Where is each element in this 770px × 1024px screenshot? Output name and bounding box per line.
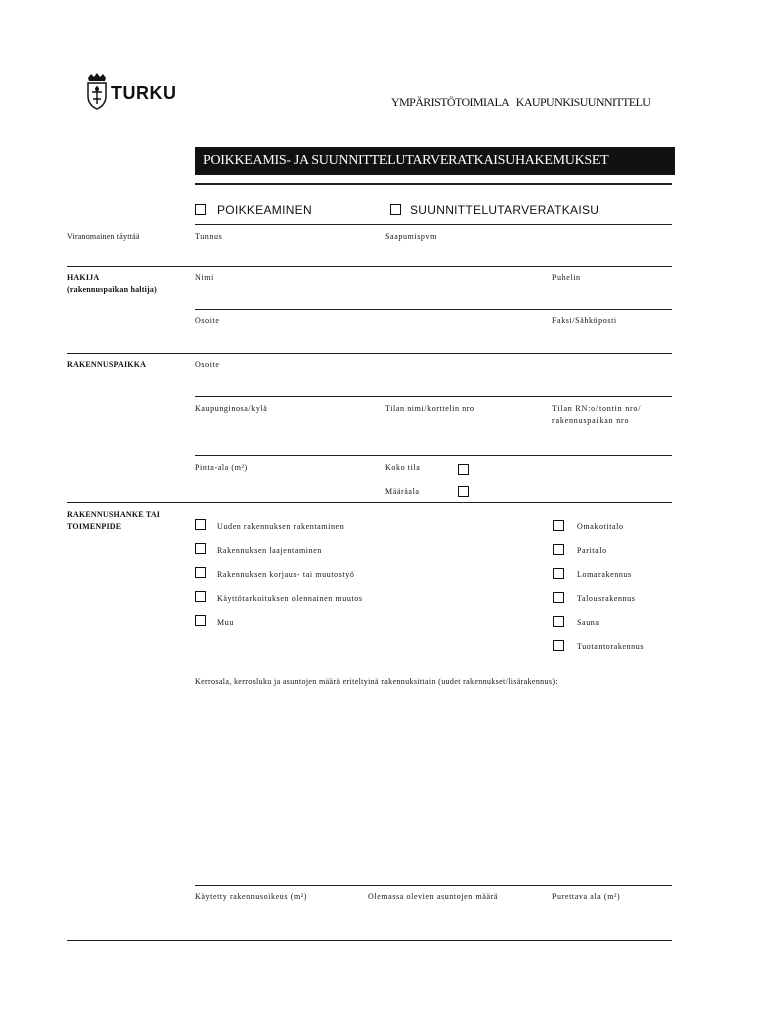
paritalo-label: Paritalo (577, 546, 607, 555)
koko-tila-label: Koko tila (385, 463, 421, 472)
maaraala-label: Määräala (385, 487, 420, 496)
maaraala-checkbox[interactable] (458, 486, 469, 497)
poikkeaminen-label: POIKKEAMINEN (217, 203, 312, 217)
tuotantorakennus-label: Tuotantorakennus (577, 642, 645, 651)
hanke-section-label: RAKENNUSHANKE TAI TOIMENPIDE (67, 510, 161, 531)
title-underline (195, 183, 672, 185)
suunnittelutarve-checkbox[interactable] (390, 204, 401, 215)
divider (195, 224, 672, 225)
tuotantorakennus-checkbox[interactable] (553, 640, 564, 651)
kaupunginosa-label[interactable]: Kaupunginosa/kylä (195, 404, 268, 413)
department-header: YMPÄRISTÖTOIMIALA KAUPUNKISUUNNITTELU (391, 95, 651, 109)
korjaus-checkbox[interactable] (195, 567, 206, 578)
divider (195, 396, 672, 397)
faksi-label[interactable]: Faksi/Sähköposti (552, 316, 617, 325)
rakennuspaikka-section-label: RAKENNUSPAIKKA (67, 360, 147, 369)
osoite-label[interactable]: Osoite (195, 316, 220, 325)
laajentaminen-checkbox[interactable] (195, 543, 206, 554)
koko-tila-checkbox[interactable] (458, 464, 469, 475)
lomarakennus-label: Lomarakennus (577, 570, 632, 579)
talousrakennus-checkbox[interactable] (553, 592, 564, 603)
nimi-label[interactable]: Nimi (195, 273, 214, 282)
olemassa-asunnot-label[interactable]: Olemassa olevien asuntojen määrä (368, 892, 499, 901)
uuden-rakennuksen-checkbox[interactable] (195, 519, 206, 530)
poikkeaminen-checkbox[interactable] (195, 204, 206, 215)
kayttotarkoitus-checkbox[interactable] (195, 591, 206, 602)
official-section-label: Viranomainen täyttää (67, 232, 140, 241)
kerrosala-label[interactable]: Kerrosala, kerrosluku ja asuntojen määrä eriteltyinä rakennuksittain (uudet rakennukset/lisärakennus): (195, 677, 558, 686)
muu-label: Muu (217, 618, 234, 627)
divider (195, 885, 672, 886)
lomarakennus-checkbox[interactable] (553, 568, 564, 579)
omakotitalo-checkbox[interactable] (553, 520, 564, 531)
rp-osoite-label[interactable]: Osoite (195, 360, 220, 369)
tunnus-label: Tunnus (195, 232, 223, 241)
logo-text: TURKU (111, 83, 177, 103)
sauna-checkbox[interactable] (553, 616, 564, 627)
purettava-ala-label[interactable]: Purettava ala (m²) (552, 892, 621, 901)
paritalo-checkbox[interactable] (553, 544, 564, 555)
laajentaminen-label: Rakennuksen laajentaminen (217, 546, 322, 555)
puhelin-label[interactable]: Puhelin (552, 273, 581, 282)
hakija-section-label: HAKIJA (rakennuspaikan haltija) (67, 273, 157, 294)
saapumispvm-label: Saapumispvm (385, 232, 437, 241)
divider (67, 353, 672, 354)
bottom-divider (67, 940, 672, 941)
talousrakennus-label: Talousrakennus (577, 594, 636, 603)
omakotitalo-label: Omakotitalo (577, 522, 624, 531)
kaytetty-rakennusoikeus-label[interactable]: Käytetty rakennusoikeus (m²) (195, 892, 308, 901)
coat-of-arms-icon (86, 72, 108, 110)
tilan-rn-label[interactable]: Tilan RN:o/tontin nro/ rakennuspaikan nro (552, 404, 642, 425)
suunnittelutarve-label: SUUNNITTELUTARVERATKAISU (410, 203, 600, 217)
muu-checkbox[interactable] (195, 615, 206, 626)
korjaus-label: Rakennuksen korjaus- tai muutostyö (217, 570, 355, 579)
divider (195, 455, 672, 456)
kayttotarkoitus-label: Käyttötarkoituksen olennainen muutos (217, 594, 363, 603)
pinta-ala-label[interactable]: Pinta-ala (m²) (195, 463, 248, 472)
tilan-nimi-label[interactable]: Tilan nimi/korttelin nro (385, 404, 475, 413)
divider (67, 266, 672, 267)
form-title: POIKKEAMIS- JA SUUNNITTELUTARVERATKAISUHAKEMUKSET (195, 147, 675, 175)
sauna-label: Sauna (577, 618, 600, 627)
turku-logo (86, 72, 186, 112)
divider (195, 309, 672, 310)
divider (67, 502, 672, 503)
uuden-rakennuksen-label: Uuden rakennuksen rakentaminen (217, 522, 345, 531)
